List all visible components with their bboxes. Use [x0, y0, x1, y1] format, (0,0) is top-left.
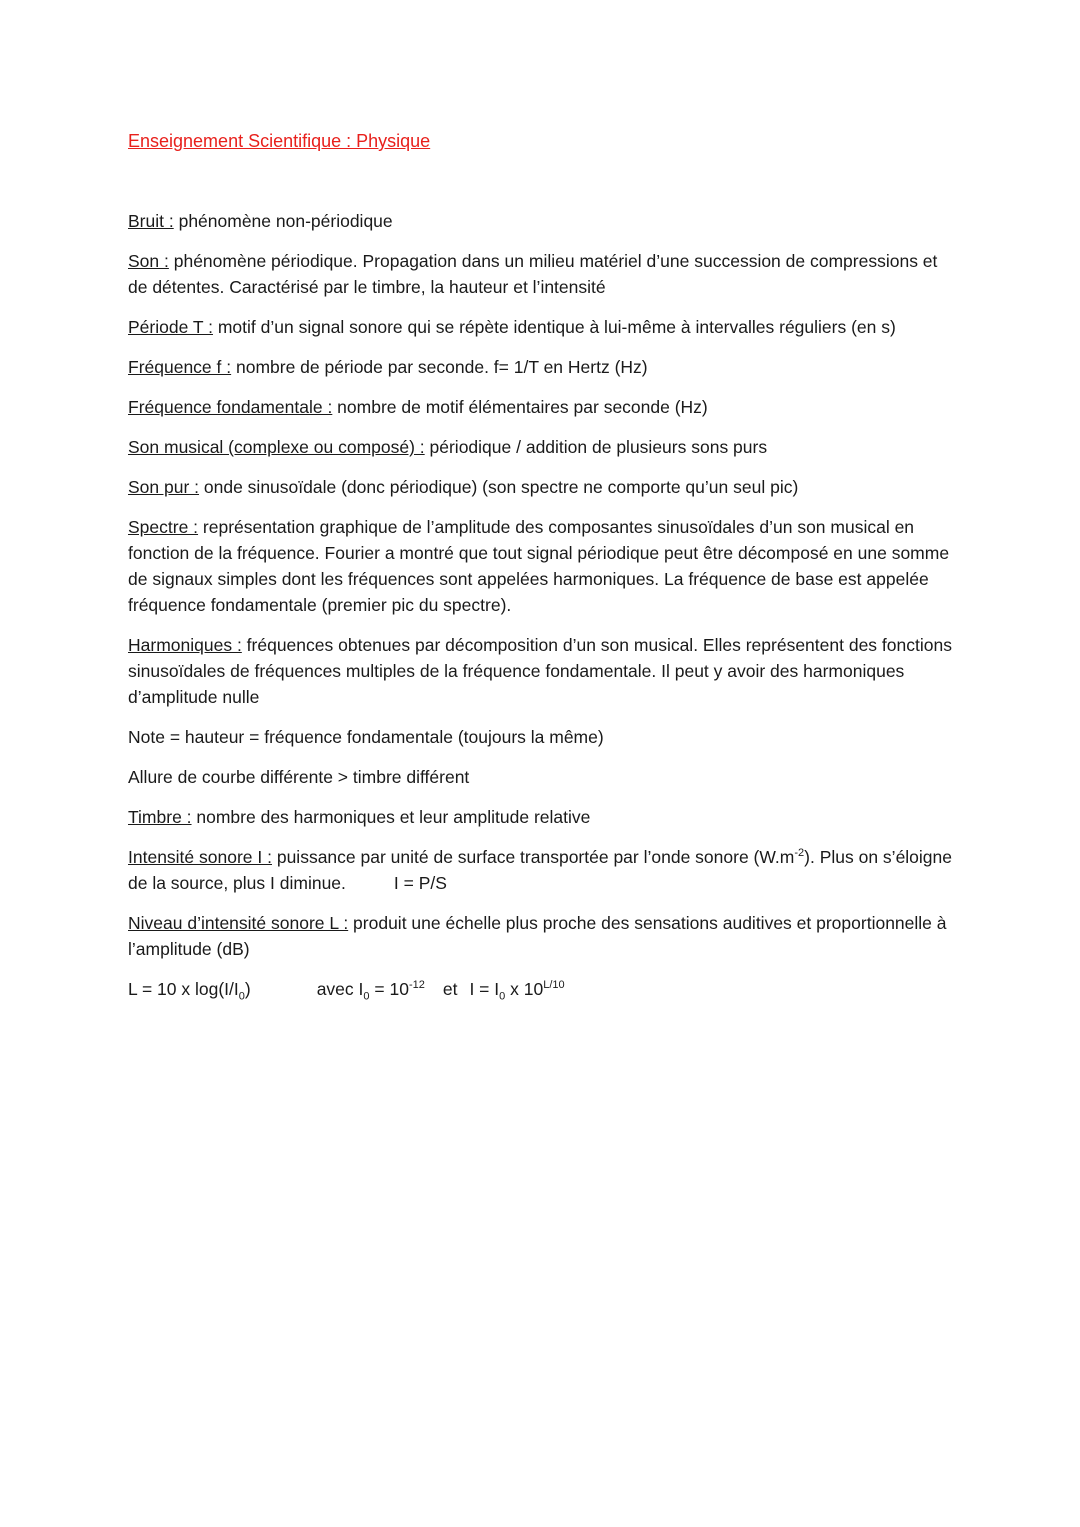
formula-i-eq: I = I — [469, 979, 500, 999]
definition-son-pur — [128, 474, 958, 500]
definition-son — [128, 248, 958, 300]
definition-harmoniques — [128, 632, 958, 710]
subscript: 0 — [238, 990, 245, 1003]
term-label: Intensité sonore I : — [128, 847, 272, 867]
definition-son-musical — [128, 434, 958, 460]
term-label: Spectre : — [128, 517, 199, 537]
definition-bruit — [128, 208, 958, 234]
term-label: Son musical (complexe ou composé) : — [128, 437, 425, 457]
term-label: Niveau d’intensité sonore L : — [128, 913, 349, 933]
term-label: Bruit : — [128, 211, 174, 231]
definition-intensite — [128, 844, 958, 896]
formula-eq: = 10 — [369, 979, 409, 999]
document-page — [128, 128, 958, 1016]
subscript: 0 — [363, 990, 370, 1003]
definition-spectre — [128, 514, 958, 618]
definition-text: produit une échelle plus proche des sensations auditives et proportionnelle à l’amplitude (dB) — [128, 913, 947, 959]
term-label: Fréquence fondamentale : — [128, 397, 333, 417]
formula-avec: avec I — [316, 979, 364, 999]
level-formula — [128, 976, 958, 1002]
definition-periode — [128, 314, 958, 340]
definition-text: périodique / addition de plusieurs sons purs — [424, 437, 768, 457]
definition-text: fréquences obtenues par décomposition d’un son musical. Elles représentent des fonctions sinusoïdales de fréquences multiples de la fréquence fondamentale. Il peut y avoir des harmoniques d’amplitude nulle — [128, 635, 952, 707]
intensity-formula: I = P/S — [393, 873, 447, 893]
term-label: Fréquence f : — [128, 357, 232, 377]
term-label: Timbre : — [128, 807, 192, 827]
exponent: -12 — [408, 979, 425, 992]
definition-timbre — [128, 804, 958, 830]
formula-et: et — [442, 979, 458, 999]
definition-text: motif d’un signal sonore qui se répète identique à lui-même à intervalles réguliers (en s) — [212, 317, 896, 337]
definition-frequence-fondamentale — [128, 394, 958, 420]
definition-text: phénomène périodique. Propagation dans un milieu matériel d’une succession de compressions et de détentes. Caractérisé par le timbre, la hauteur et l’intensité — [128, 251, 938, 297]
definition-text: onde sinusoïdale (donc périodique) (son spectre ne comporte qu’un seul pic) — [199, 477, 799, 497]
exponent: -2 — [794, 847, 805, 860]
definition-text: phénomène non-périodique — [173, 211, 393, 231]
page-title: Enseignement Scientifique : Physique — [128, 131, 431, 151]
definition-niveau — [128, 910, 958, 962]
definition-text: nombre de motif élémentaires par seconde (Hz) — [332, 397, 708, 417]
definition-text: représentation graphique de l’amplitude des composantes sinusoïdales d’un son musical en fonction de la fréquence. Fourier a montré que tout signal périodique peut être décomposé en une somme de signaux simples dont les fréquences sont appelées harmoniques. La fréquence de base est appelée fréquence fondamentale (premier pic du spectre). — [128, 517, 950, 615]
definition-frequence — [128, 354, 958, 380]
term-label: Son : — [128, 251, 169, 271]
definition-text: nombre de période par seconde. f= 1/T en Hertz (Hz) — [231, 357, 648, 377]
formula-paren: ) — [244, 979, 251, 999]
formula-times: x 10 — [505, 979, 544, 999]
subscript: 0 — [499, 990, 506, 1003]
term-label: Harmoniques : — [128, 635, 242, 655]
note-line: Note = hauteur = fréquence fondamentale (toujours la même) — [128, 727, 604, 747]
definition-text: nombre des harmoniques et leur amplitude relative — [191, 807, 591, 827]
term-label: Son pur : — [128, 477, 200, 497]
exponent: L/10 — [543, 979, 565, 992]
definition-text: puissance par unité de surface transportée par l’onde sonore (W.m — [271, 847, 795, 867]
formula-log: L = 10 x log(I/I — [128, 979, 239, 999]
spacer — [128, 154, 958, 208]
term-label: Période T : — [128, 317, 213, 337]
allure-line: Allure de courbe différente > timbre différent — [128, 767, 470, 787]
definition-text-end: ). Plus on s’éloigne de la source, plus I diminue. — [128, 847, 953, 893]
